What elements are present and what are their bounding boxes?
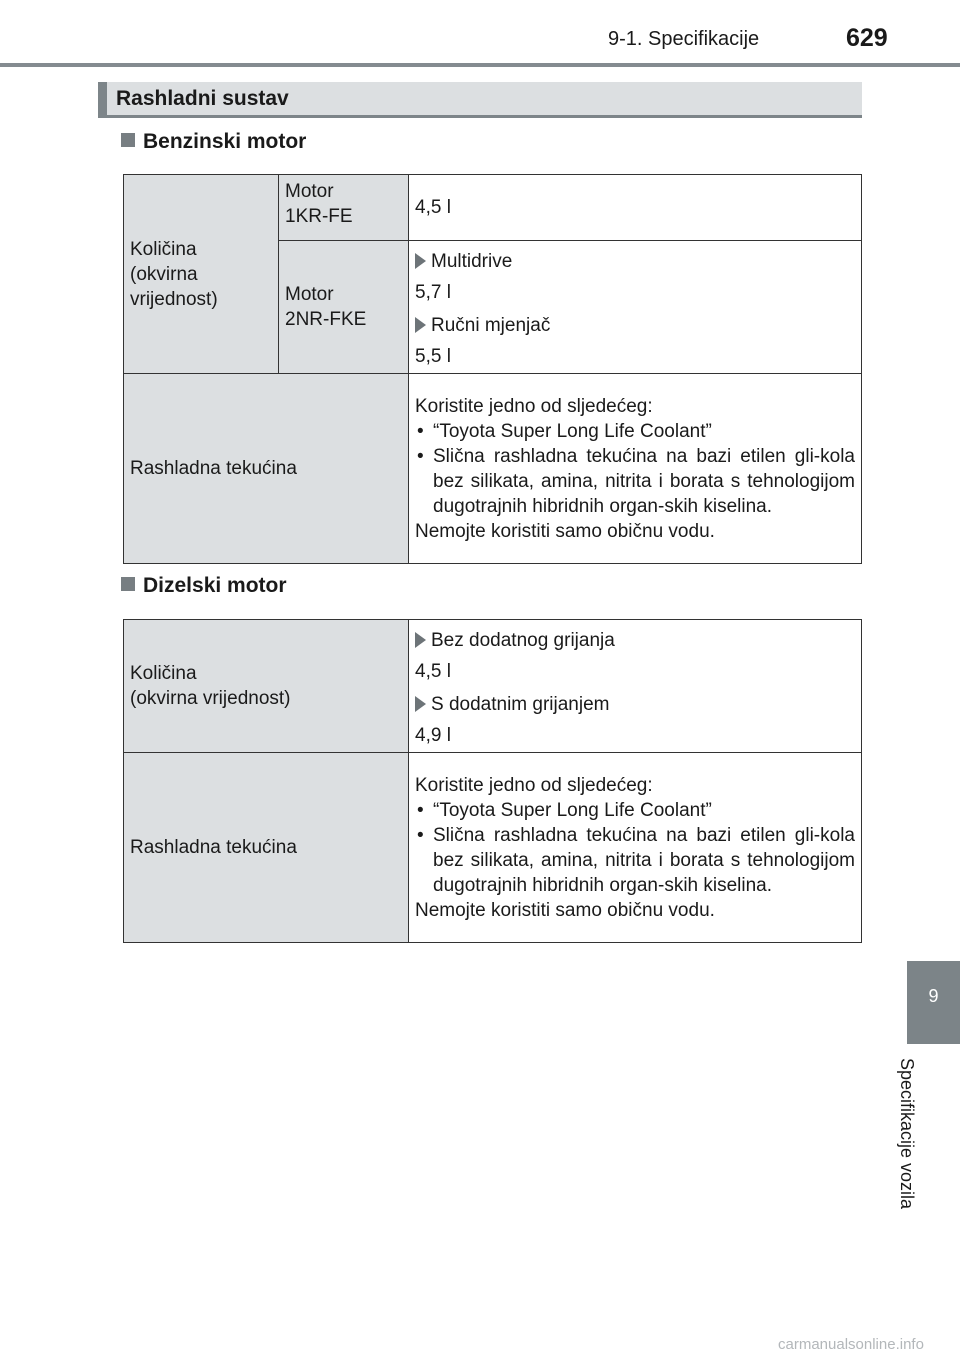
diesel-engine-heading: Dizelski motor [121, 574, 287, 598]
table-row [124, 620, 862, 753]
watermark: carmanualsonline.info [778, 1336, 924, 1353]
square-bullet-icon [121, 577, 135, 591]
chapter-tab-label: Specifikacije vozila [897, 1058, 917, 1210]
coolant-label-cell: Rashladna tekućina [124, 753, 409, 943]
petrol-coolant-table [123, 174, 862, 564]
engine-name-cell: Motor 1KR-FE [279, 175, 409, 241]
table-row [124, 374, 862, 564]
engine-options-cell: Multidrive 5,7 l Ručni mjenjač 5,5 l [409, 241, 862, 374]
coolant-label-cell: Rashladna tekućina [124, 374, 409, 564]
petrol-engine-heading: Benzinski motor [121, 130, 306, 154]
triangle-bullet-icon [415, 632, 426, 648]
engine-value-cell: 4,5 l [409, 175, 862, 241]
coolant-spec-cell: Koristite jedno od sljedećeg: • “Toyota Super Long Life Coolant” • Slična rashladna tekućina na bazi etilen gli-kola bez silikata, amina, nitrita i borata s tehnologijom dugotrajnih hibridnih organ-skih kiselina. Nemojte koristiti samo običnu vodu. [409, 374, 862, 564]
quantity-options-cell: Bez dodatnog grijanja 4,5 l S dodatnim grijanjem 4,9 l [409, 620, 862, 753]
square-bullet-icon [121, 133, 135, 147]
header-divider [0, 63, 960, 67]
engine-name-cell: Motor 2NR-FKE [279, 241, 409, 374]
triangle-bullet-icon [415, 696, 426, 712]
diesel-coolant-table [123, 619, 862, 943]
table-row [124, 175, 862, 241]
page-number: 629 [846, 24, 888, 52]
triangle-bullet-icon [415, 317, 426, 333]
quantity-label-cell: Količina (okvirna vrijednost) [124, 175, 279, 374]
coolant-spec-cell: Koristite jedno od sljedećeg: • “Toyota Super Long Life Coolant” • Slična rashladna tekućina na bazi etilen gli-kola bez silikata, amina, nitrita i borata s tehnologijom dugotrajnih hibridnih organ-skih kiselina. Nemojte koristiti samo običnu vodu. [409, 753, 862, 943]
triangle-bullet-icon [415, 253, 426, 269]
quantity-label-cell: Količina (okvirna vrijednost) [124, 620, 409, 753]
chapter-section-title: 9-1. Specifikacije [608, 28, 760, 50]
table-row [124, 753, 862, 943]
chapter-tab[interactable]: 9 [907, 961, 960, 1044]
section-title: Rashladni sustav [98, 82, 862, 118]
